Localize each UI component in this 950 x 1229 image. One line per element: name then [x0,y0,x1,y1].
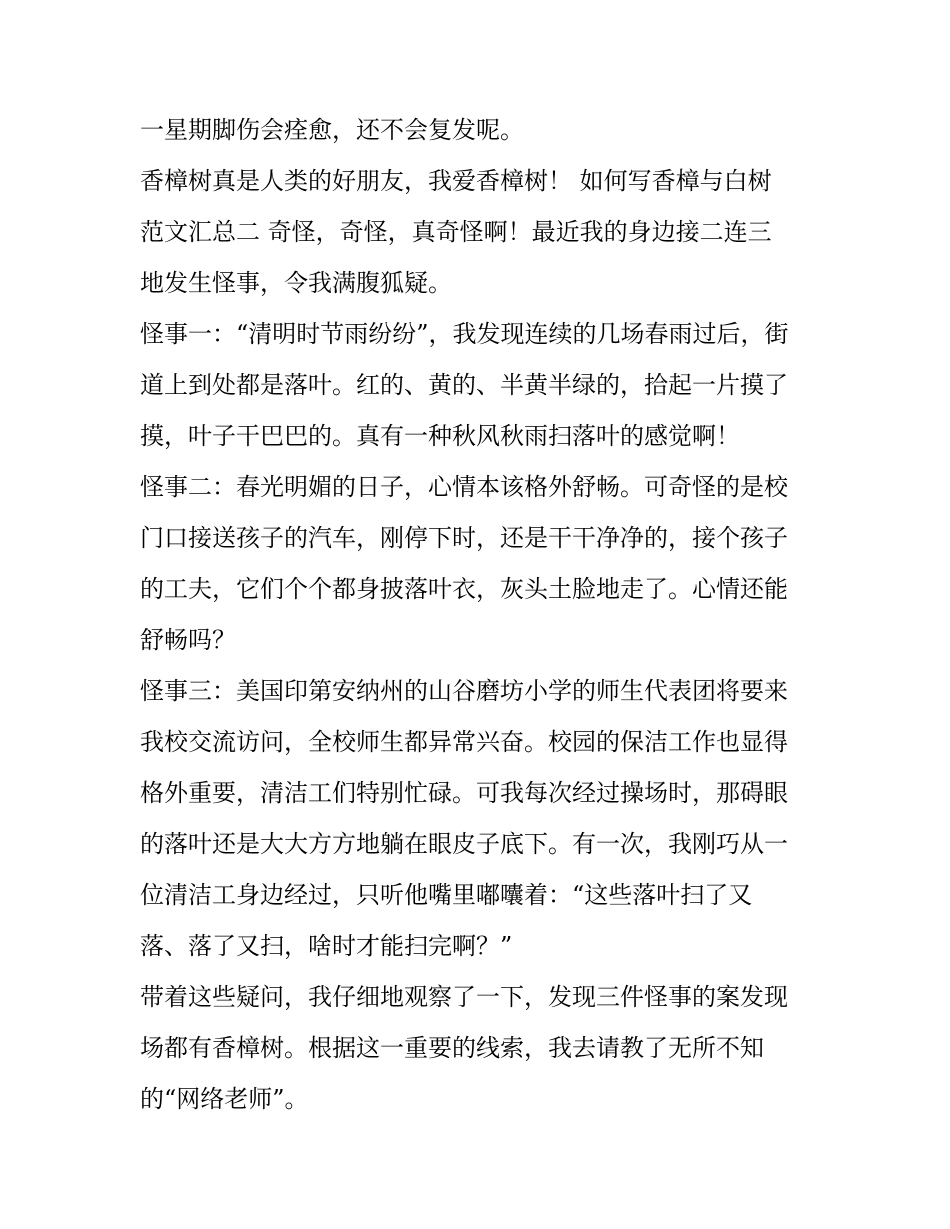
text-line: 道上到处都是落叶。红的、黄的、半黄半绿的，拾起一片摸了 [140,371,788,399]
text-line: 场都有香樟树。根据这一重要的线索，我去请教了无所不知 [140,1034,764,1062]
text-line: 我校交流访问，全校师生都异常兴奋。校园的保洁工作也显得 [140,728,788,756]
text-line: 香樟树真是人类的好朋友，我爱香樟树！ 如何写香樟与白树 [140,167,772,195]
text-line: 位清洁工身边经过，只听他嘴里嘟囔着：“这些落叶扫了又 [140,881,753,909]
text-line: 的落叶还是大大方方地躺在眼皮子底下。有一次，我刚巧从一 [140,830,788,858]
text-line: 怪事一：“清明时节雨纷纷”，我发现连续的几场春雨过后，街 [140,320,789,348]
text-line: 一星期脚伤会痊愈，还不会复发呢。 [140,116,524,144]
text-line: 怪事二：春光明媚的日子，心情本该格外舒畅。可奇怪的是校 [140,473,788,501]
text-line: 地发生怪事，令我满腹狐疑。 [140,269,452,297]
text-line: 舒畅吗？ [140,626,236,654]
text-line: 范文汇总二 奇怪，奇怪，真奇怪啊！最近我的身边接二连三 [140,218,772,246]
text-line: 落、落了又扫，啥时才能扫完啊？” [140,932,513,960]
text-line: 摸，叶子干巴巴的。真有一种秋风秋雨扫落叶的感觉啊！ [140,422,740,450]
text-line: 怪事三：美国印第安纳州的山谷磨坊小学的师生代表团将要来 [140,677,788,705]
text-line: 带着这些疑问，我仔细地观察了一下，发现三件怪事的案发现 [140,983,788,1011]
text-line: 格外重要，清洁工们特别忙碌。可我每次经过操场时，那碍眼 [140,779,788,807]
text-line: 的工夫，它们个个都身披落叶衣，灰头土脸地走了。心情还能 [140,575,788,603]
text-line: 的“网络老师”。 [140,1085,309,1113]
text-line: 门口接送孩子的汽车，刚停下时，还是干干净净的，接个孩子 [140,524,788,552]
